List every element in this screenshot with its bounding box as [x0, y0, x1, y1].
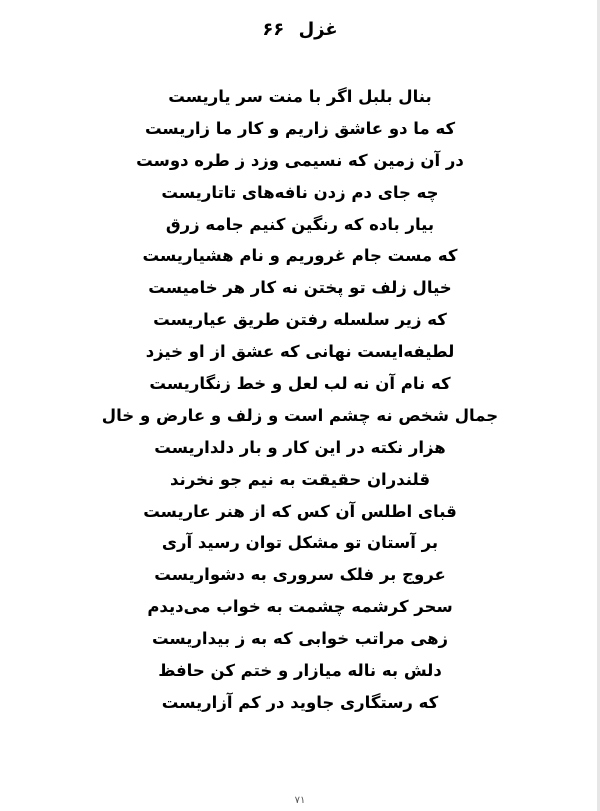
- verse-line: چه جای دم زدن نافه‌های تاتاریست: [161, 182, 439, 202]
- verse-line: قبای اطلس آن کس که از هنر عاریست: [143, 501, 457, 521]
- poem-verses: [0, 81, 600, 719]
- verse-line: بنال بلبل اگر با منت سر یاریست: [168, 87, 432, 106]
- poem-title: غزل ۶۶: [262, 19, 338, 40]
- verse-line: که نام آن نه لب لعل و خط زنگاریست: [149, 374, 451, 394]
- verse-line: قلندران حقیقت به نیم جو نخرند: [170, 469, 430, 489]
- verse-line: بیار باده که رنگین کنیم جامه زرق: [165, 214, 435, 234]
- verse-line: سحر کرشمه چشمت به خواب می‌دیدم: [147, 597, 453, 617]
- verse-line: خیال زلف تو پختن نه کار هر خامیست: [148, 278, 452, 298]
- verse-line: لطیفه‌ایست نهانی که عشق از او خیزد: [145, 342, 455, 362]
- verse-line: در آن زمین که نسیمی وزد ز طره دوست: [136, 150, 464, 170]
- verse-line: که رستگاری جاوید در کم آزاریست: [161, 692, 439, 712]
- verse-line: که ما دو عاشق زاریم و کار ما زاریست: [144, 118, 456, 138]
- verse-line: زهی مراتب خوابی که به ز بیداریست: [151, 629, 449, 649]
- verse-line: عروج بر فلک سروری به دشواریست: [154, 565, 446, 585]
- verse-line: که زیر سلسله رفتن طریق عیاریست: [153, 310, 447, 330]
- page-number: ۷۱: [294, 795, 306, 806]
- verse-line: جمال شخص نه چشم است و زلف و عارض و خال: [101, 405, 499, 425]
- verse-line: هزار نکته در این کار و بار دلداریست: [154, 437, 446, 457]
- verse-line: دلش به ناله میازار و ختم کن حافظ: [158, 661, 442, 681]
- verse-line: بر آستان تو مشکل توان رسید آری: [161, 533, 439, 553]
- verse-line: که مست جام غروریم و نام هشیاریست: [142, 246, 458, 266]
